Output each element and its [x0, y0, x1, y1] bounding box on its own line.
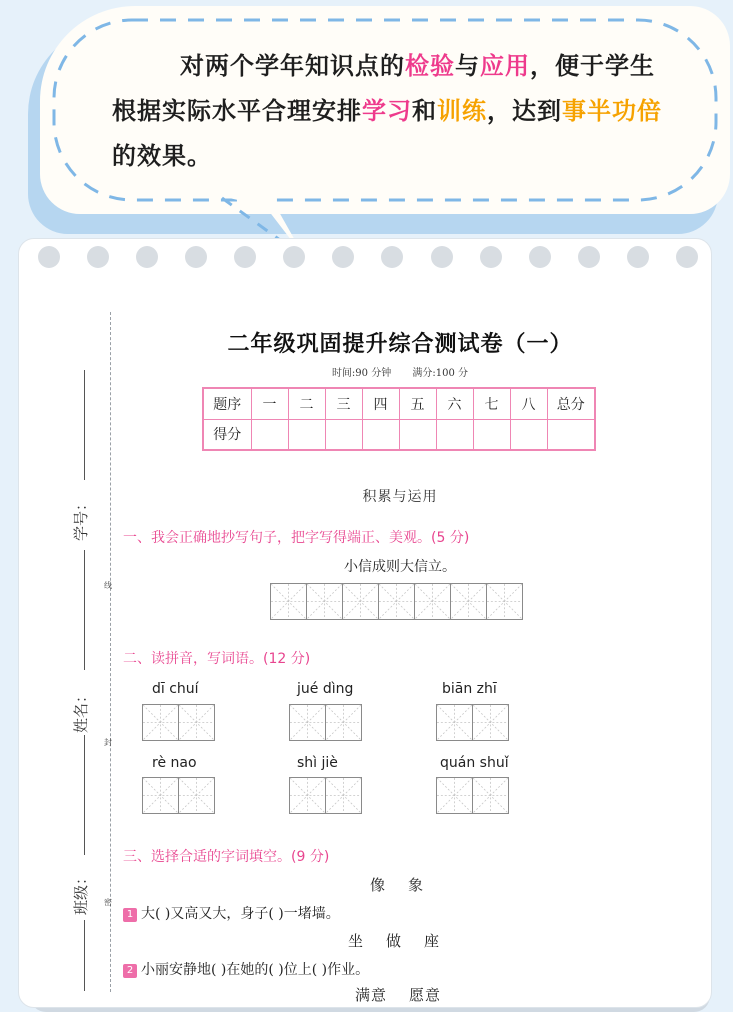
score-cell[interactable] [362, 419, 399, 450]
fill-line-2 [123, 959, 369, 979]
writing-cell[interactable] [142, 704, 179, 741]
writing-grid[interactable] [270, 583, 523, 620]
table-header-cell: 六 [436, 388, 473, 419]
question-number-badge: 2 [123, 964, 137, 978]
table-header-cell: 四 [362, 388, 399, 419]
word-option: 座 [424, 932, 441, 950]
table-header-cell: 五 [399, 388, 436, 419]
writing-cell[interactable] [472, 777, 509, 814]
class-line [84, 735, 85, 855]
writing-grid[interactable] [289, 704, 362, 741]
binder-hole [185, 246, 207, 268]
word-options [355, 984, 463, 1005]
score-cell[interactable] [473, 419, 510, 450]
pinyin: dī chuí [152, 681, 199, 697]
writing-cell[interactable] [436, 777, 473, 814]
binder-hole [87, 246, 109, 268]
binder-hole [578, 246, 600, 268]
writing-cell[interactable] [414, 583, 451, 620]
bubble-seg: ，便于学生 [530, 52, 655, 80]
writing-cell[interactable] [289, 704, 326, 741]
binder-hole [234, 246, 256, 268]
word-option: 做 [386, 932, 403, 950]
writing-cell[interactable] [306, 583, 343, 620]
bubble-text [112, 44, 702, 179]
binding-line [110, 312, 111, 992]
word-option: 满意 [355, 986, 388, 1004]
writing-cell[interactable] [436, 704, 473, 741]
fill-line-1 [123, 903, 340, 923]
binder-hole [676, 246, 698, 268]
score-cell[interactable] [547, 419, 595, 450]
table-row [203, 388, 595, 419]
writing-cell[interactable] [325, 777, 362, 814]
writing-grid[interactable] [142, 777, 215, 814]
name-label: 姓名： [74, 687, 91, 734]
exam-meta [150, 364, 650, 379]
bubble-seg: 和 [412, 97, 437, 125]
writing-grid[interactable] [142, 704, 215, 741]
question-3-title: 三、选择合适的字词填空。(9 分) [123, 849, 330, 865]
writing-grid[interactable] [436, 704, 509, 741]
score-cell[interactable] [325, 419, 362, 450]
writing-cell[interactable] [270, 583, 307, 620]
binding-char: 密 [104, 898, 112, 907]
writing-cell[interactable] [325, 704, 362, 741]
bubble-seg-highlight: 事半功倍 [562, 97, 662, 125]
binder-holes [38, 246, 698, 268]
bubble-seg-highlight: 应用 [480, 52, 530, 80]
writing-cell[interactable] [472, 704, 509, 741]
pinyin: jué dìng [297, 681, 354, 697]
writing-cell[interactable] [142, 777, 179, 814]
writing-grid[interactable] [289, 777, 362, 814]
section-title: 积累与运用 [362, 489, 438, 505]
writing-cell[interactable] [178, 777, 215, 814]
writing-cell[interactable] [450, 583, 487, 620]
score-table [202, 387, 596, 451]
binder-hole [627, 246, 649, 268]
pinyin: rè nao [152, 755, 197, 771]
word-options [348, 930, 462, 951]
word-option: 象 [408, 876, 425, 894]
question-2-title: 二、读拼音，写词语。(12 分) [123, 651, 311, 667]
fill-sentence: 大( )又高又大，身子( )一堵墙。 [141, 906, 340, 922]
pinyin: shì jiè [297, 755, 338, 771]
bubble-seg: ，达到 [487, 97, 562, 125]
writing-cell[interactable] [289, 777, 326, 814]
name-line [84, 550, 85, 670]
binder-hole [38, 246, 60, 268]
writing-cell[interactable] [342, 583, 379, 620]
binder-hole [480, 246, 502, 268]
exam-title: 二年级巩固提升综合测试卷（一） [227, 331, 573, 357]
word-option: 愿意 [409, 986, 442, 1004]
binder-hole [529, 246, 551, 268]
writing-cell[interactable] [486, 583, 523, 620]
margin-line [84, 920, 85, 991]
writing-cell[interactable] [378, 583, 415, 620]
writing-cell[interactable] [178, 704, 215, 741]
bubble-seg-highlight: 检验 [405, 52, 455, 80]
writing-grid[interactable] [436, 777, 509, 814]
student-no-label: 学号： [74, 495, 91, 542]
table-header-cell: 八 [510, 388, 547, 419]
bubble-seg: 根据实际水平合理安排 [112, 97, 362, 125]
fill-sentence: 小丽安静地( )在她的( )位上( )作业。 [141, 962, 370, 978]
bubble-seg-highlight: 训练 [437, 97, 487, 125]
student-no-line [84, 370, 85, 480]
question-number-badge: 1 [123, 908, 137, 922]
question-1-title: 一、我会正确地抄写句子，把字写得端正、美观。(5 分) [123, 530, 470, 546]
class-label: 班级： [74, 869, 91, 916]
table-header-cell: 二 [288, 388, 325, 419]
score-cell[interactable] [399, 419, 436, 450]
pinyin: quán shuǐ [440, 755, 509, 771]
binder-hole [431, 246, 453, 268]
table-header-cell: 一 [251, 388, 288, 419]
table-row [203, 419, 595, 450]
score-cell[interactable] [510, 419, 547, 450]
binder-hole [332, 246, 354, 268]
binder-hole [381, 246, 403, 268]
binding-char: 线 [104, 581, 112, 590]
binding-char: 封 [104, 738, 112, 747]
table-header-cell: 题序 [203, 388, 251, 419]
bubble-seg: 的效果。 [112, 142, 212, 170]
table-row-head: 得分 [203, 419, 251, 450]
word-option: 像 [370, 876, 387, 894]
exam-time: 时间:90 分钟 [331, 368, 392, 379]
bubble-seg: 对两个学年知识点的 [180, 52, 405, 80]
score-cell[interactable] [251, 419, 288, 450]
binder-hole [136, 246, 158, 268]
table-header-cell: 三 [325, 388, 362, 419]
bubble-seg-highlight: 学习 [362, 97, 412, 125]
word-option: 坐 [348, 932, 365, 950]
bubble-seg: 与 [455, 52, 480, 80]
score-cell[interactable] [436, 419, 473, 450]
binder-hole [283, 246, 305, 268]
score-cell[interactable] [288, 419, 325, 450]
exam-full-score: 满分:100 分 [412, 368, 469, 379]
table-header-cell: 总分 [547, 388, 595, 419]
word-options [370, 874, 446, 895]
table-header-cell: 七 [473, 388, 510, 419]
copy-sentence: 小信成则大信立。 [344, 559, 456, 575]
pinyin: biān zhī [442, 681, 497, 697]
